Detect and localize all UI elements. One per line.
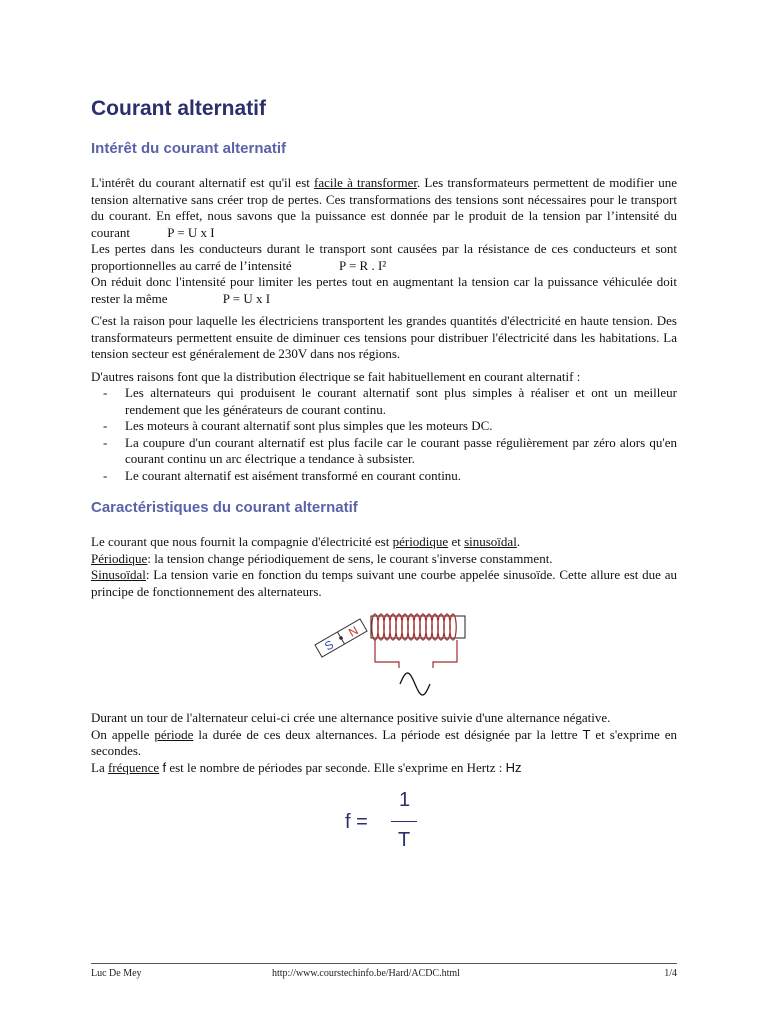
underlined-term: Périodique <box>91 550 148 566</box>
text-segment: Le courant que nous fournit la compagnie d'électricité est <box>91 534 393 549</box>
text-segment: et s'exprime en secondes. <box>91 726 678 758</box>
underlined-term: période <box>154 726 194 742</box>
section-heading-interet: Intérêt du courant alternatif <box>91 140 287 157</box>
symbol-period: T <box>582 726 591 742</box>
paragraph-alternances: Durant un tour de l'alternateur celui-ci crée une alternance positive suivie d'une alternance négative. <box>91 710 611 725</box>
text-segment: On appelle <box>91 726 155 742</box>
text-segment: est le nombre de périodes par seconde. Elle s'exprime en Hertz : <box>166 759 506 775</box>
alternator-diagram <box>91 604 677 704</box>
text-segment: et <box>448 534 465 549</box>
underlined-term: Sinusoïdal <box>91 567 146 582</box>
formula-fraction-bar <box>391 821 417 822</box>
formula-denominator: T <box>398 829 411 851</box>
text-segment: : la tension change périodiquement de sens, le courant s'inverse constamment. <box>147 550 553 566</box>
text-segment: la durée de ces deux alternances. La période est désignée par la lettre <box>193 726 583 742</box>
sine-wave-icon <box>400 673 430 695</box>
formula-losses: P = R . I² <box>338 257 387 273</box>
footer-author: Luc De Mey <box>91 968 142 979</box>
underlined-term: fréquence <box>107 759 160 775</box>
text-segment: Les pertes dans les conducteurs durant le transport sont causées par la résistance de ces conducteurs et sont proportionnelles au carré de l’intensité <box>91 241 677 273</box>
list-item: - Les moteurs à courant alternatif sont plus simples que les moteurs DC. <box>91 418 677 435</box>
paragraph-haute-tension: C'est la raison pour laquelle les électriciens transportent les grandes quantités d'électricité en haute tension. Des transformateurs permettent ensuite de diminuer ces tensions pour distribuer l'électricité dans les habitations. La tension secteur est généralement de 230V dans nos régions. <box>91 313 677 361</box>
footer-url[interactable]: http://www.courstechinfo.be/Hard/ACDC.html <box>272 968 460 979</box>
definition-periode <box>91 727 677 760</box>
formula-power-constant: P = U x I <box>222 290 271 306</box>
underlined-term: facile à transformer <box>314 175 417 190</box>
section-heading-caracteristiques: Caractéristiques du courant alternatif <box>91 499 358 516</box>
symbol-frequency: f <box>162 759 167 775</box>
coil-lead-left <box>375 640 399 668</box>
page-title: Courant alternatif <box>91 97 267 120</box>
rotating-magnet <box>315 619 367 658</box>
paragraph-autres-raisons: D'autres raisons font que la distribution électrique se fait habituellement en courant alternatif : <box>91 368 581 384</box>
formula-power: P = U x I <box>167 224 215 240</box>
text-segment: . <box>516 534 521 549</box>
underlined-term: périodique <box>392 534 449 549</box>
text-segment: : La tension varie en fonction du temps suivant une courbe appelée sinusoïde. Cette allure est due au principe de fonctionnement des alternateurs. <box>91 567 677 599</box>
text-segment: . Les transformateurs permettent de modifier une tension alternative sans créer trop de pertes. Ces transformations des tensions sont nécessaires pour le transport du courant. En effet, nous savons que la puissance est donnée par le produit de la tension par l’intensité du courant <box>91 175 677 240</box>
magnet-pole-n: N <box>346 623 361 640</box>
formula-lhs: f = <box>345 811 368 833</box>
definition-sinusoidal <box>91 567 677 600</box>
page-content <box>91 96 677 858</box>
coil-lead-right <box>433 640 457 668</box>
text-segment: L'intérêt du courant alternatif est qu'il est <box>91 175 315 190</box>
paragraph-interet-intro <box>91 175 677 307</box>
list-item: - Les alternateurs qui produisent le courant alternatif sont plus simples à réaliser et ont un meilleur rendement que les générateurs de courant continu. <box>91 385 677 418</box>
definition-frequence <box>91 760 677 777</box>
alternator-figure <box>91 604 677 704</box>
underlined-term: sinusoïdal <box>464 534 517 549</box>
definition-periodique <box>91 551 677 568</box>
magnet-pole-s: S <box>322 637 337 654</box>
text-segment: La <box>91 759 108 775</box>
reasons-list <box>91 385 677 484</box>
list-item: - Le courant alternatif est aisément transformé en courant continu. <box>91 468 677 485</box>
page-footer <box>91 963 677 979</box>
formula-numerator: 1 <box>399 789 411 811</box>
paragraph-periodique-sinusoidal <box>91 534 677 551</box>
footer-page-number: 1/4 <box>664 968 677 979</box>
text-segment: On réduit donc l'intensité pour limiter les pertes tout en augmentant la tension car la puissance véhiculée doit rester la même <box>91 274 677 306</box>
coil-winding <box>372 614 456 640</box>
frequency-formula <box>91 788 677 858</box>
symbol-hertz: Hz <box>505 759 522 775</box>
list-item: - La coupure d'un courant alternatif est plus facile car le courant passe régulièrement par zéro alors qu'en courant continu un arc électrique a tendance à subsister. <box>91 435 677 468</box>
